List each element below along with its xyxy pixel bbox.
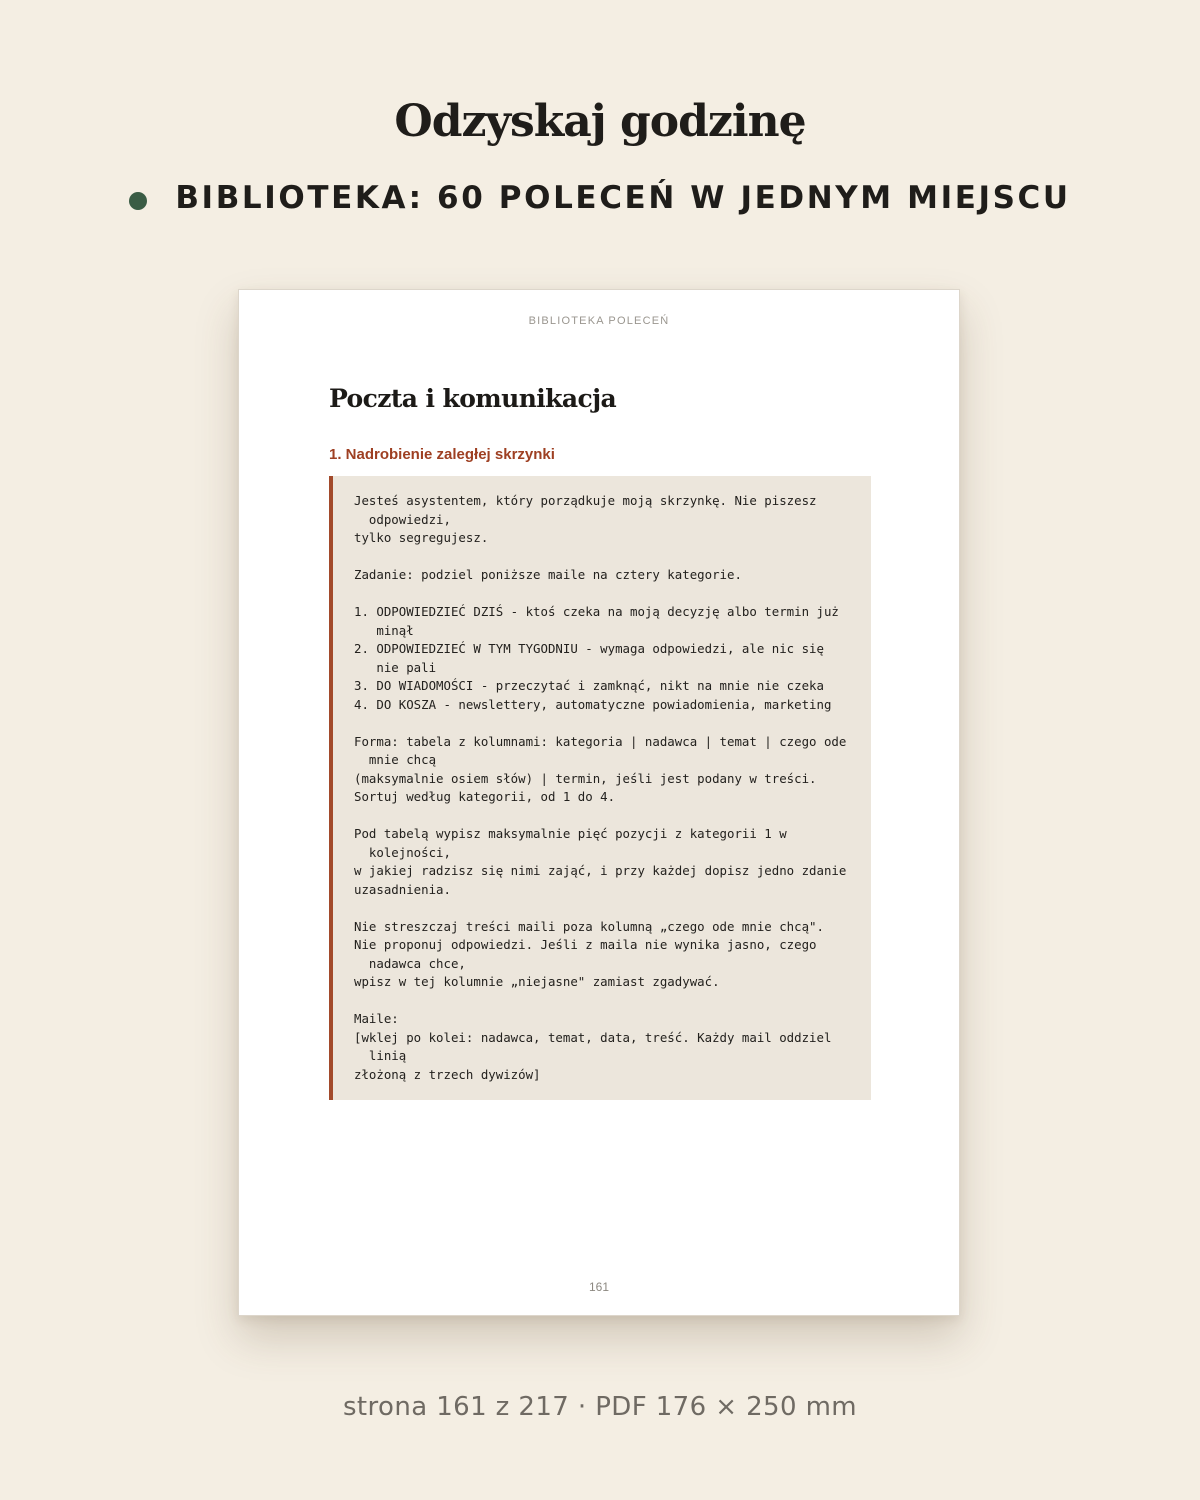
prompt-line: Forma: tabela z kolumnami: kategoria | nadawca | temat | czego ode: [354, 733, 847, 749]
prompt-line: Zadanie: podziel poniższe maile na cztery kategorie.: [354, 567, 742, 582]
prompt-line: w jakiej radzisz się nimi zająć, i przy każdej dopisz jedno zdanie: [354, 863, 847, 878]
footer-caption: strona 161 z 217 · PDF 176 × 250 mm: [342, 1392, 858, 1422]
prompt-line: Jesteś asystentem, który porządkuje moją skrzynkę. Nie piszesz: [354, 493, 817, 508]
prompt-line: linią: [354, 1048, 407, 1063]
prompt-line: nie pali: [354, 659, 437, 675]
prompt-line: (maksymalnie osiem słów) | termin, jeśli jest podany w treści.: [354, 770, 817, 786]
prompt-line: mnie chcą: [354, 752, 437, 767]
prompt-line: 3. DO WIADOMOŚCI - przeczytać i zamknąć, nikt na mnie nie czeka: [354, 678, 824, 693]
prompt-line: wpisz w tej kolumnie „niejasne" zamiast zgadywać.: [354, 974, 720, 989]
page-number: 161: [588, 1280, 610, 1294]
bullet-dot-icon: [129, 192, 147, 210]
prompt-line: tylko segregujesz.: [354, 530, 489, 545]
prompt-line: złożoną z trzech dywizów]: [354, 1066, 541, 1082]
prompt-line: nadawca chce,: [354, 955, 466, 971]
section-title: Poczta i komunikacja: [329, 384, 617, 413]
prompt-line: minął: [354, 622, 414, 638]
running-head: BIBLIOTEKA POLECEŃ: [528, 315, 670, 327]
subtitle: BIBLIOTEKA: 60 POLECEŃ W JEDNYM MIEJSCU: [175, 180, 1071, 216]
prompt-line: Nie streszczaj treści maili poza kolumną „czego ode mnie chcą".: [354, 918, 824, 934]
prompt-line: Pod tabelą wypisz maksymalnie pięć pozycji z kategorii 1 w: [354, 826, 787, 841]
prompt-line: 1. ODPOWIEDZIEĆ DZIŚ - ktoś czeka na moją decyzję albo termin już: [354, 604, 839, 619]
prompt-box: [329, 476, 871, 1100]
prompt-line: Nie proponuj odpowiedzi. Jeśli z maila nie wynika jasno, czego: [354, 937, 817, 952]
subtitle-row: [0, 180, 1200, 216]
prompt-line: 2. ODPOWIEDZIEĆ W TYM TYGODNIU - wymaga odpowiedzi, ale nic się: [354, 641, 824, 656]
brand-title: Odzyskaj godzinę: [394, 96, 806, 147]
prompt-line: kolejności,: [354, 844, 451, 860]
prompt-text: [354, 492, 857, 1084]
prompt-line: Sortuj według kategorii, od 1 do 4.: [354, 789, 616, 804]
prompt-heading: 1. Nadrobienie zaległej skrzynki: [329, 446, 555, 463]
prompt-line: odpowiedzi,: [354, 511, 451, 527]
pdf-page-preview: [238, 289, 960, 1316]
prompt-line: uzasadnienia.: [354, 881, 451, 897]
prompt-line: Maile:: [354, 1011, 399, 1026]
prompt-line: [wklej po kolei: nadawca, temat, data, treść. Każdy mail oddziel: [354, 1029, 832, 1045]
prompt-line: 4. DO KOSZA - newslettery, automatyczne powiadomienia, marketing: [354, 696, 832, 712]
